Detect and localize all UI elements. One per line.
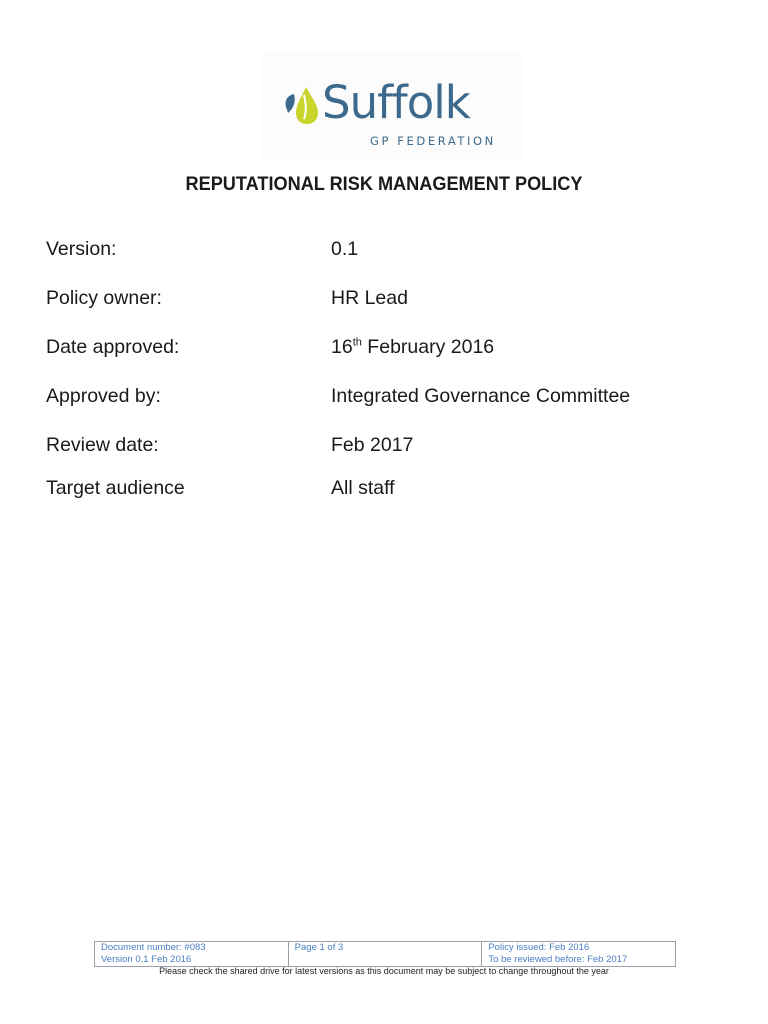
field-date-approved [0, 336, 768, 362]
field-value: Integrated Governance Committee [331, 385, 631, 407]
field-policy-owner [0, 287, 768, 313]
footer-note: Please check the shared drive for latest versions as this document may be subject to change throughout the year [159, 966, 609, 976]
field-value: 0.1 [331, 238, 359, 260]
document-number: Document number: #083 [101, 942, 206, 953]
field-label: Date approved: [46, 336, 180, 358]
field-version [0, 238, 768, 264]
document-title: REPUTATIONAL RISK MANAGEMENT POLICY [185, 173, 583, 195]
date-ordinal: th [352, 336, 362, 349]
footer-table [94, 941, 676, 967]
footer-cell-page [289, 942, 483, 966]
field-target-audience [0, 477, 768, 503]
logo-subtitle: GP FEDERATION [370, 134, 496, 148]
date-day: 16 [331, 336, 353, 358]
footer-cell-policy [482, 942, 675, 966]
policy-issued: Policy issued: Feb 2016 [488, 942, 590, 953]
logo-wordmark: Suffolk [322, 76, 470, 129]
page-number: Page 1 of 3 [294, 942, 344, 953]
document-version: Version 0.1 Feb 2016 [101, 954, 192, 965]
field-value: Feb 2017 [331, 434, 414, 456]
field-approved-by [0, 385, 768, 411]
leaf-drop-icon [282, 85, 322, 125]
footer-cell-document [95, 942, 289, 966]
field-value: All staff [331, 477, 395, 499]
field-label: Policy owner: [46, 287, 162, 309]
field-label: Version: [46, 238, 117, 260]
suffolk-gp-federation-logo [262, 52, 522, 160]
date-month-year: February 2016 [361, 336, 495, 358]
review-before: To be reviewed before: Feb 2017 [488, 954, 628, 965]
field-label: Target audience [46, 477, 185, 499]
field-value: HR Lead [331, 287, 408, 309]
field-review-date [0, 434, 768, 460]
field-label: Approved by: [46, 385, 161, 407]
field-label: Review date: [46, 434, 159, 456]
field-value [331, 336, 494, 359]
